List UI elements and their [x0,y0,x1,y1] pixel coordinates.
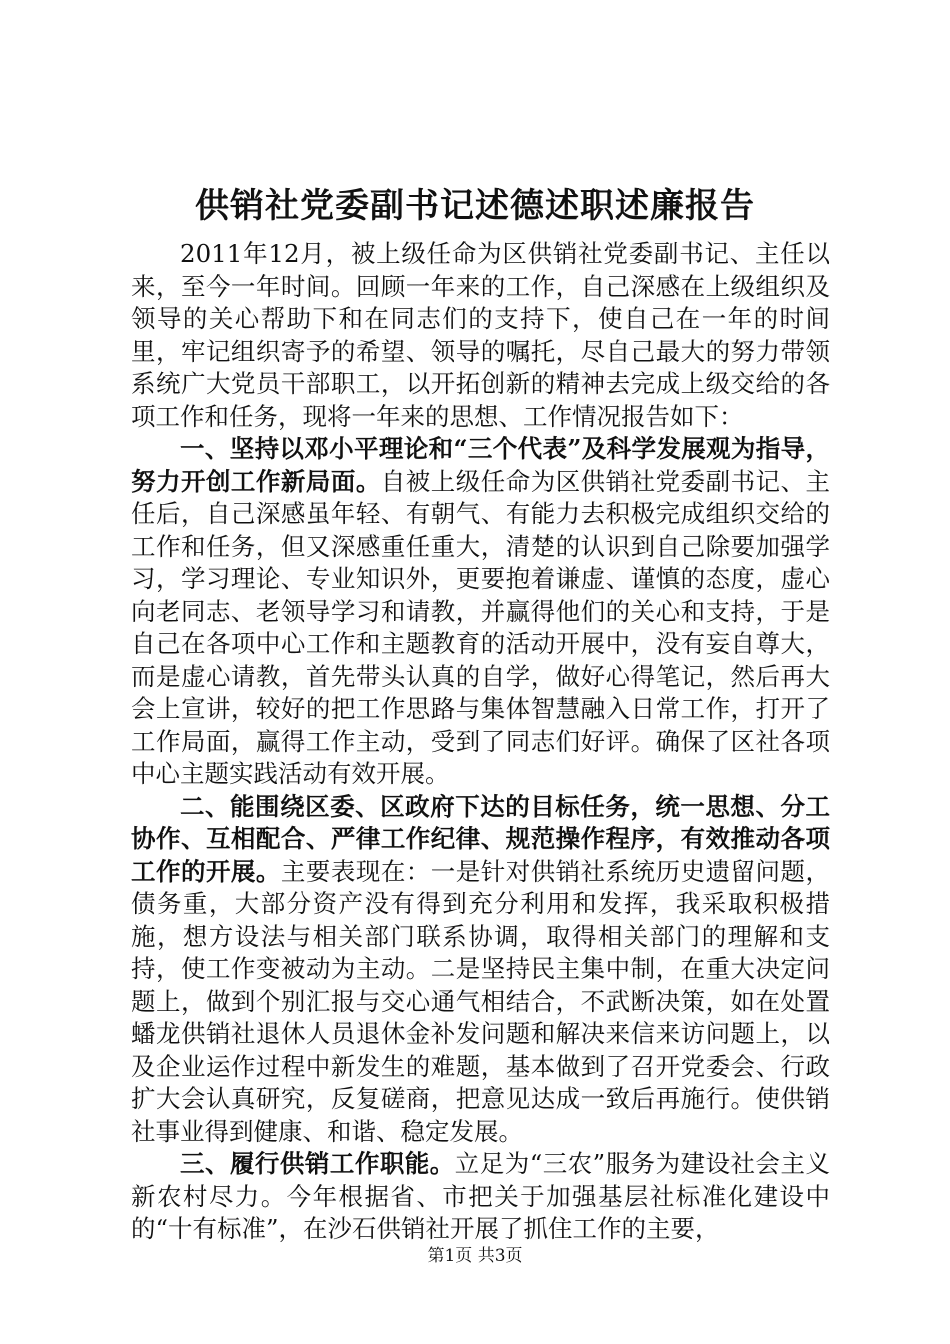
document-title: 供销社党委副书记述德述职述廉报告 [195,186,755,226]
paragraph-section-2 [131,791,830,1149]
paragraph-section-3 [131,1148,830,1246]
paragraph-text: 自被上级任命为区供销社党委副书记、主任后，自己深感虽年轻、有朝气、有能力去积极完成组织交给的工作和任务，但又深感重任重大，清楚的认识到自己除要加强学习，学习理论、专业知识外，更要抱着谦虚、谨慎的态度，虚心向老同志、老领导学习和请教，并赢得他们的关心和支持，于是自己在各项中心工作和主题教育的活动开展中，没有妄自尊大，而是虚心请教，首先带头认真的自学，做好心得笔记，然后再大会上宣讲，较好的把工作思路与集体智慧融入日常工作，打开了工作局面，赢得工作主动，受到了同志们好评。确保了区社各项中心主题实践活动有效开展。 [131,466,831,788]
paragraph-text: 主要表现在：一是针对供销社系统历史遗留问题，债务重，大部分资产没有得到充分利用和发挥，我采取积极措施，想方设法与相关部门联系协调，取得相关部门的理解和支持，使工作变被动为主动。二是坚持民主集中制，在重大决定问题上，做到个别汇报与交心通气相结合，不武断决策，如在处置蟠龙供销社退休人员退休金补发问题和解决来信来访问题上，以及企业运作过程中新发生的难题，基本做到了召开党委会、行政扩大会认真研究，反复磋商，把意见达成一致后再施行。使供销社事业得到健康、和谐、稳定发展。 [131,856,830,1146]
paragraph-text: 立足为“三农”服务为建设社会主义新农村尽力。今年根据省、市把关于加强基层社标准化建设中的“十有标准”，在沙石供销社开展了抓住工作的主要， [131,1149,830,1243]
section-heading: 三、履行供销工作职能。 [180,1149,455,1178]
document-body [131,238,830,1246]
paragraph-text: 2011年12月，被上级任命为区供销社党委副书记、主任以来，至今一年时间。回顾一年来的工作，自己深感在上级组织及领导的关心帮助下和在同志们的支持下，使自己在一年的时间里，牢记组织寄予的希望、领导的嘱托，尽自己最大的努力带领系统广大党员干部职工，以开拓创新的精神去完成上级交给的各项工作和任务，现将一年来的思想、工作情况报告如下： [131,239,830,431]
section-heading: 二、能围绕区委、区政府下达的目标任务，统一思想、分工协作、互相配合、严律工作纪律、规范操作程序，有效推动各项工作的开展。 [131,791,830,886]
paragraph-section-1 [131,433,830,791]
paragraph-intro [131,238,830,433]
section-heading: 一、坚持以邓小平理论和“三个代表”及科学发展观为指导，努力开创工作新局面。 [131,434,830,496]
page-footer: 第1页 共3页 [427,1246,523,1266]
